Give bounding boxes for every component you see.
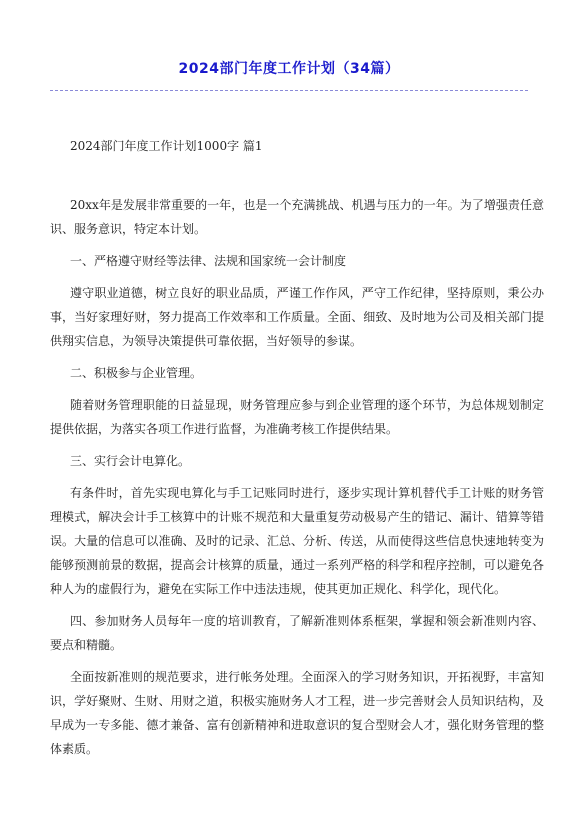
paragraph-heading-3: 三、实行会计电算化。 (70, 454, 191, 468)
section-heading: 2024部门年度工作计划1000字 篇1 (70, 139, 263, 153)
paragraph: 有条件时，首先实现电算化与手工记账同时进行，逐步实现计算机替代手工计账的财务管理模式，解决会计手工核算中的计账不规范和大量重复劳动极易产生的错记、漏计、错算等错误。大量的信息可以准确、及时的记录、汇总、分析、传送，从而使得这些信息快速地转变为能够预测前景的数据，提高会计核算的质量，通过一系列严格的科学和程序控制，可以避免各种人为的虚假行为，避免在实际工作中违法违规，使其更加正规化、科学化，现代化。 (50, 486, 544, 596)
title-divider (50, 90, 528, 91)
paragraph: 遵守职业道德，树立良好的职业品质，严谨工作作风，严守工作纪律，坚持原则，秉公办事，当好家理好财，努力提高工作效率和工作质量。全面、细致、及时地为公司及相关部门提供翔实信息，为领导决策提供可靠依据，当好领导的参谋。 (50, 286, 544, 348)
paragraph-heading-1: 一、严格遵守财经等法律、法规和国家统一会计制度 (70, 254, 347, 268)
paragraph: 随着财务管理职能的日益显现，财务管理应参与到企业管理的逐个环节，为总体规划制定提供依据，为落实各项工作进行监督，为准确考核工作提供结果。 (50, 398, 544, 436)
paragraph-intro: 20xx年是发展非常重要的一年，也是一个充满挑战、机遇与压力的一年。为了增强责任意识、服务意识，特定本计划。 (50, 198, 544, 236)
paragraph-heading-2: 二、积极参与企业管理。 (70, 366, 203, 380)
paragraph: 全面按新准则的规范要求，进行帐务处理。全面深入的学习财务知识，开拓视野，丰富知识，学好聚财、生财、用财之道，积极实施财务人才工程，进一步完善财会人员知识结构，及早成为一专多能、德才兼备、富有创新精神和进取意识的复合型财会人才，强化财务管理的整体素质。 (50, 670, 544, 756)
document-body (50, 193, 544, 769)
document-title: 2024部门年度工作计划（34篇） (178, 61, 400, 77)
paragraph-heading-4: 四、参加财务人员每年一度的培训教育，了解新准则体系框架，掌握和领会新准则内容、要点和精髓。 (50, 614, 544, 652)
